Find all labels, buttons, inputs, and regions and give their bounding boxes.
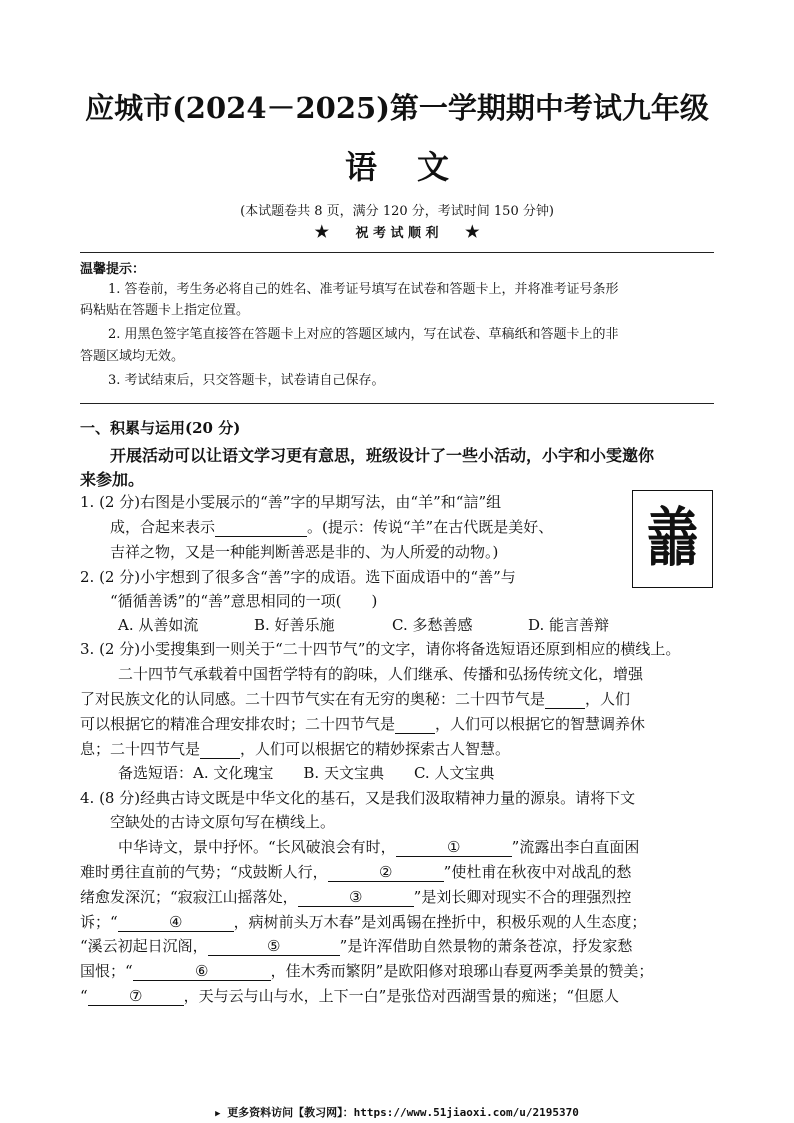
q4-passage-line-2: 难时勇往直前的气势；“戍鼓断人行， ② ”使杜甫在秋夜中对战乱的愁: [80, 863, 632, 881]
flag-icon: ▶: [215, 1109, 221, 1119]
tip-3: 3. 考试结束后，只交答题卡，试卷请自己保存。: [108, 373, 385, 388]
q3-paragraph-line-3: 可以根据它的精准合理安排农时；二十四节气是 ，人们可以根据它的智慧调养休: [80, 715, 646, 733]
q2-option-a: A. 从善如流: [118, 616, 199, 634]
q1-line-2: [110, 516, 553, 537]
q3-line-1: 3. (2 分)小雯搜集到一则关于“二十四节气”的文字，请你将备选短语还原到相应的横线上。: [80, 640, 681, 658]
tip-2-line-2: 答题区域均无效。: [80, 349, 185, 364]
q3-option-a: A. 文化瑰宝: [193, 764, 274, 782]
q3-options-label: 备选短语：: [118, 764, 194, 782]
q2-option-b: B. 好善乐施: [254, 616, 335, 634]
q3-options: [118, 762, 494, 783]
q4-blank-1[interactable]: ①: [396, 838, 512, 857]
q2-option-c: C. 多愁善感: [392, 616, 473, 634]
divider: [80, 403, 714, 404]
q2-option-d: D. 能言善辩: [528, 616, 610, 634]
star-icon: ★: [314, 222, 329, 241]
divider: [80, 252, 714, 253]
seal-glyph: 譱: [646, 502, 699, 576]
q3-blank-2[interactable]: [395, 715, 435, 734]
q1-text-b: 。(提示：传说“羊”在古代既是美好、: [307, 518, 554, 536]
subject-title: 语文: [344, 148, 489, 186]
q4-blank-6[interactable]: ⑥: [133, 962, 271, 981]
q3-blank-3[interactable]: [200, 740, 240, 759]
q4-blank-2[interactable]: ②: [328, 863, 444, 882]
q4-passage-line-3: 绪愈发深沉；“寂寂江山摇落处， ③ ”是刘长卿对现实不合的理强烈控: [80, 888, 632, 906]
q3-blank-1[interactable]: [545, 690, 585, 709]
q1-line-1: 1. (2 分)右图是小雯展示的“善”字的早期写法，由“羊”和“誩”组: [80, 493, 502, 511]
q4-blank-3[interactable]: ③: [298, 888, 414, 907]
shan-character-image: [632, 490, 713, 588]
q1-text-a: 成，合起来表示: [110, 518, 216, 536]
q3-paragraph-line-1: 二十四节气承载着中国哲学特有的韵味，人们继承、传播和弘扬传统文化，增强: [118, 665, 644, 683]
q4-passage-line-6: 国恨；“ ⑥ ，佳木秀而繁阴”是欧阳修对琅琊山春夏两季美景的赞美；: [80, 962, 654, 980]
q4-passage-line-7: “ ⑦ ，天与云与山与水，上下一白”是张岱对西湖雪景的痴迷；“但愿人: [80, 987, 620, 1005]
section-intro-line-2: 来参加。: [80, 470, 145, 489]
q4-line-2: 空缺处的古诗文原句写在横线上。: [110, 813, 336, 831]
star-icon: ★: [465, 222, 480, 241]
tips-label: 温馨提示：: [80, 262, 146, 277]
exam-note: (本试题卷共 8 页，满分 120 分，考试时间 150 分钟): [240, 204, 554, 219]
q2-line-2: “循循善诱”的“善”意思相同的一项( ): [110, 592, 378, 610]
exam-title: 应城市(2024－2025)第一学期期中考试九年级: [85, 91, 709, 125]
footer-text[interactable]: 更多资料访问【教习网】：https://www.51jiaoxi.com/u/2195370: [227, 1106, 579, 1119]
q4-passage-line-4: 诉；“ ④ ，病树前头万木春”是刘禹锡在挫折中，积极乐观的人生态度；: [80, 913, 647, 931]
blessing-line: [0, 222, 794, 241]
tip-2-line-1: 2. 用黑色签字笔直接答在答题卡上对应的答题区域内，写在试卷、草稿纸和答题卡上的非: [108, 327, 619, 342]
q3-paragraph-line-2: 了对民族文化的认同感。二十四节气实在有无穷的奥秘：二十四节气是 ，人们: [80, 690, 631, 708]
q3-option-b: B. 天文宝典: [303, 764, 384, 782]
q4-passage-line-1: 中华诗文，景中抒怀。“长风破浪会有时， ① ”流露出李白直面困: [118, 838, 640, 856]
q4-blank-7[interactable]: ⑦: [88, 987, 184, 1006]
tip-1-line-1: 1. 答卷前，考生务必将自己的姓名、准考证号填写在试卷和答题卡上，并将准考证号条形: [108, 282, 619, 297]
q2-line-1: 2. (2 分)小宇想到了很多含“善”字的成语。选下面成语中的“善”与: [80, 568, 516, 586]
q4-blank-5[interactable]: ⑤: [208, 937, 340, 956]
q3-option-c: C. 人文宝典: [413, 764, 495, 782]
footer-link[interactable]: [0, 1104, 794, 1120]
q4-blank-4[interactable]: ④: [118, 913, 234, 932]
q1-answer-blank[interactable]: [215, 518, 307, 537]
blessing-text: 祝 考 试 顺 利: [355, 226, 439, 241]
tip-1-line-2: 码粘贴在答题卡上指定位置。: [80, 303, 250, 318]
q4-line-1: 4. (8 分)经典古诗文既是中华文化的基石，又是我们汲取精神力量的源泉。请将下文: [80, 789, 636, 807]
section-intro-line-1: 开展活动可以让语文学习更有意思，班级设计了一些小活动，小宇和小雯邀你: [110, 446, 655, 465]
q4-passage-line-5: “溪云初起日沉阁， ⑤ ”是许浑借助自然景物的萧条苍凉，抒发家愁: [80, 937, 633, 955]
q3-paragraph-line-4: 息；二十四节气是 ，人们可以根据它的精妙探索古人智慧。: [80, 740, 511, 758]
section-heading: 一、积累与运用(20 分): [80, 419, 241, 437]
q1-line-3: 吉祥之物，又是一种能判断善恶是非的、为人所爱的动物。): [110, 543, 499, 561]
